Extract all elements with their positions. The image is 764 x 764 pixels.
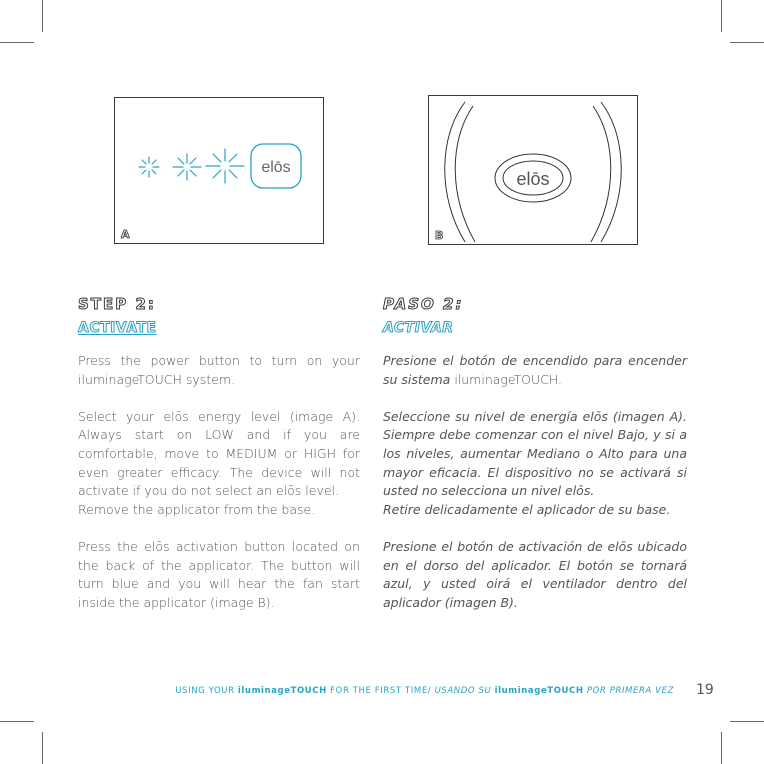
crop-mark — [730, 42, 764, 43]
figure-b — [428, 95, 638, 245]
english-column — [78, 294, 360, 612]
energy-level-illustration — [115, 98, 323, 243]
paragraph: Select your elōs energy level (image A). Always start on LOW and if you are comfortable, move to MEDIUM or HIGH for even greater efficacy. The device will not activate if you do not select an elōs level. — [78, 408, 360, 499]
paragraph-text: Presione el botón de encendido para encender su sistema — [383, 353, 687, 387]
applicator-back-illustration — [429, 96, 637, 244]
elos-logo: elōs — [516, 169, 550, 189]
running-footer — [175, 686, 674, 696]
elos-logo: elōs — [261, 159, 291, 176]
crop-mark — [42, 732, 43, 764]
step-subtitle: ACTIVAR — [383, 320, 454, 336]
paragraph: Press the power button to turn on your iluminageTOUCH system. — [78, 353, 360, 387]
figure-label: B — [435, 229, 445, 242]
step-title: STEP 2: — [78, 295, 156, 313]
instructions-body — [78, 352, 360, 612]
figure-a — [114, 97, 324, 244]
footer-brand: iluminageTOUCH — [494, 686, 584, 696]
crop-mark — [0, 721, 34, 722]
step-subtitle: ACTIVATE — [78, 320, 157, 336]
footer-text: USING YOUR — [175, 686, 238, 696]
footer-text: FOR THE FIRST TIME/ — [326, 686, 435, 696]
applicator-left-contour — [455, 106, 475, 242]
crop-mark — [0, 42, 34, 43]
footer-text: USANDO SU — [434, 686, 495, 696]
paragraph: Seleccione su nivel de energía elōs (imagen A). Siempre debe comenzar con el nivel Bajo, y si a los niveles, aumentar Mediano o Alto para una mayor eficacia. El dispositivo no se activará si usted no selecciona un nivel elōs. — [383, 408, 687, 499]
paragraph: Presione el botón de activación de elōs ubicado en el dorso del aplicador. El botón se tornará azul, y usted oirá el ventilador dentro del aplicador (imagen B). — [383, 538, 687, 610]
paragraph — [383, 352, 687, 389]
sparkle-icon — [173, 154, 201, 180]
crop-mark — [721, 732, 722, 764]
footer-brand: iluminageTOUCH — [237, 686, 327, 696]
crop-mark — [42, 0, 43, 32]
step-title: PASO 2: — [383, 295, 464, 313]
paragraph: Retire delicadamente el aplicador de su base. — [383, 501, 671, 517]
crop-mark — [730, 721, 764, 722]
crop-mark — [721, 0, 722, 32]
spanish-column — [383, 294, 687, 612]
figure-label: A — [121, 228, 131, 241]
brand-name: iluminageTOUCH. — [450, 371, 562, 387]
page-number: 19 — [696, 682, 714, 698]
paragraph: Press the elōs activation button located on the back of the applicator. The button will turn blue and you will hear the fan start inside the applicator (image B). — [78, 538, 360, 610]
footer-text: POR PRIMERA VEZ — [583, 686, 674, 696]
applicator-right-contour — [591, 106, 611, 242]
sparkle-icon — [139, 157, 159, 177]
paragraph: Remove the applicator from the base. — [78, 501, 316, 517]
instructions-body — [383, 352, 687, 612]
sparkle-icon — [206, 149, 244, 183]
